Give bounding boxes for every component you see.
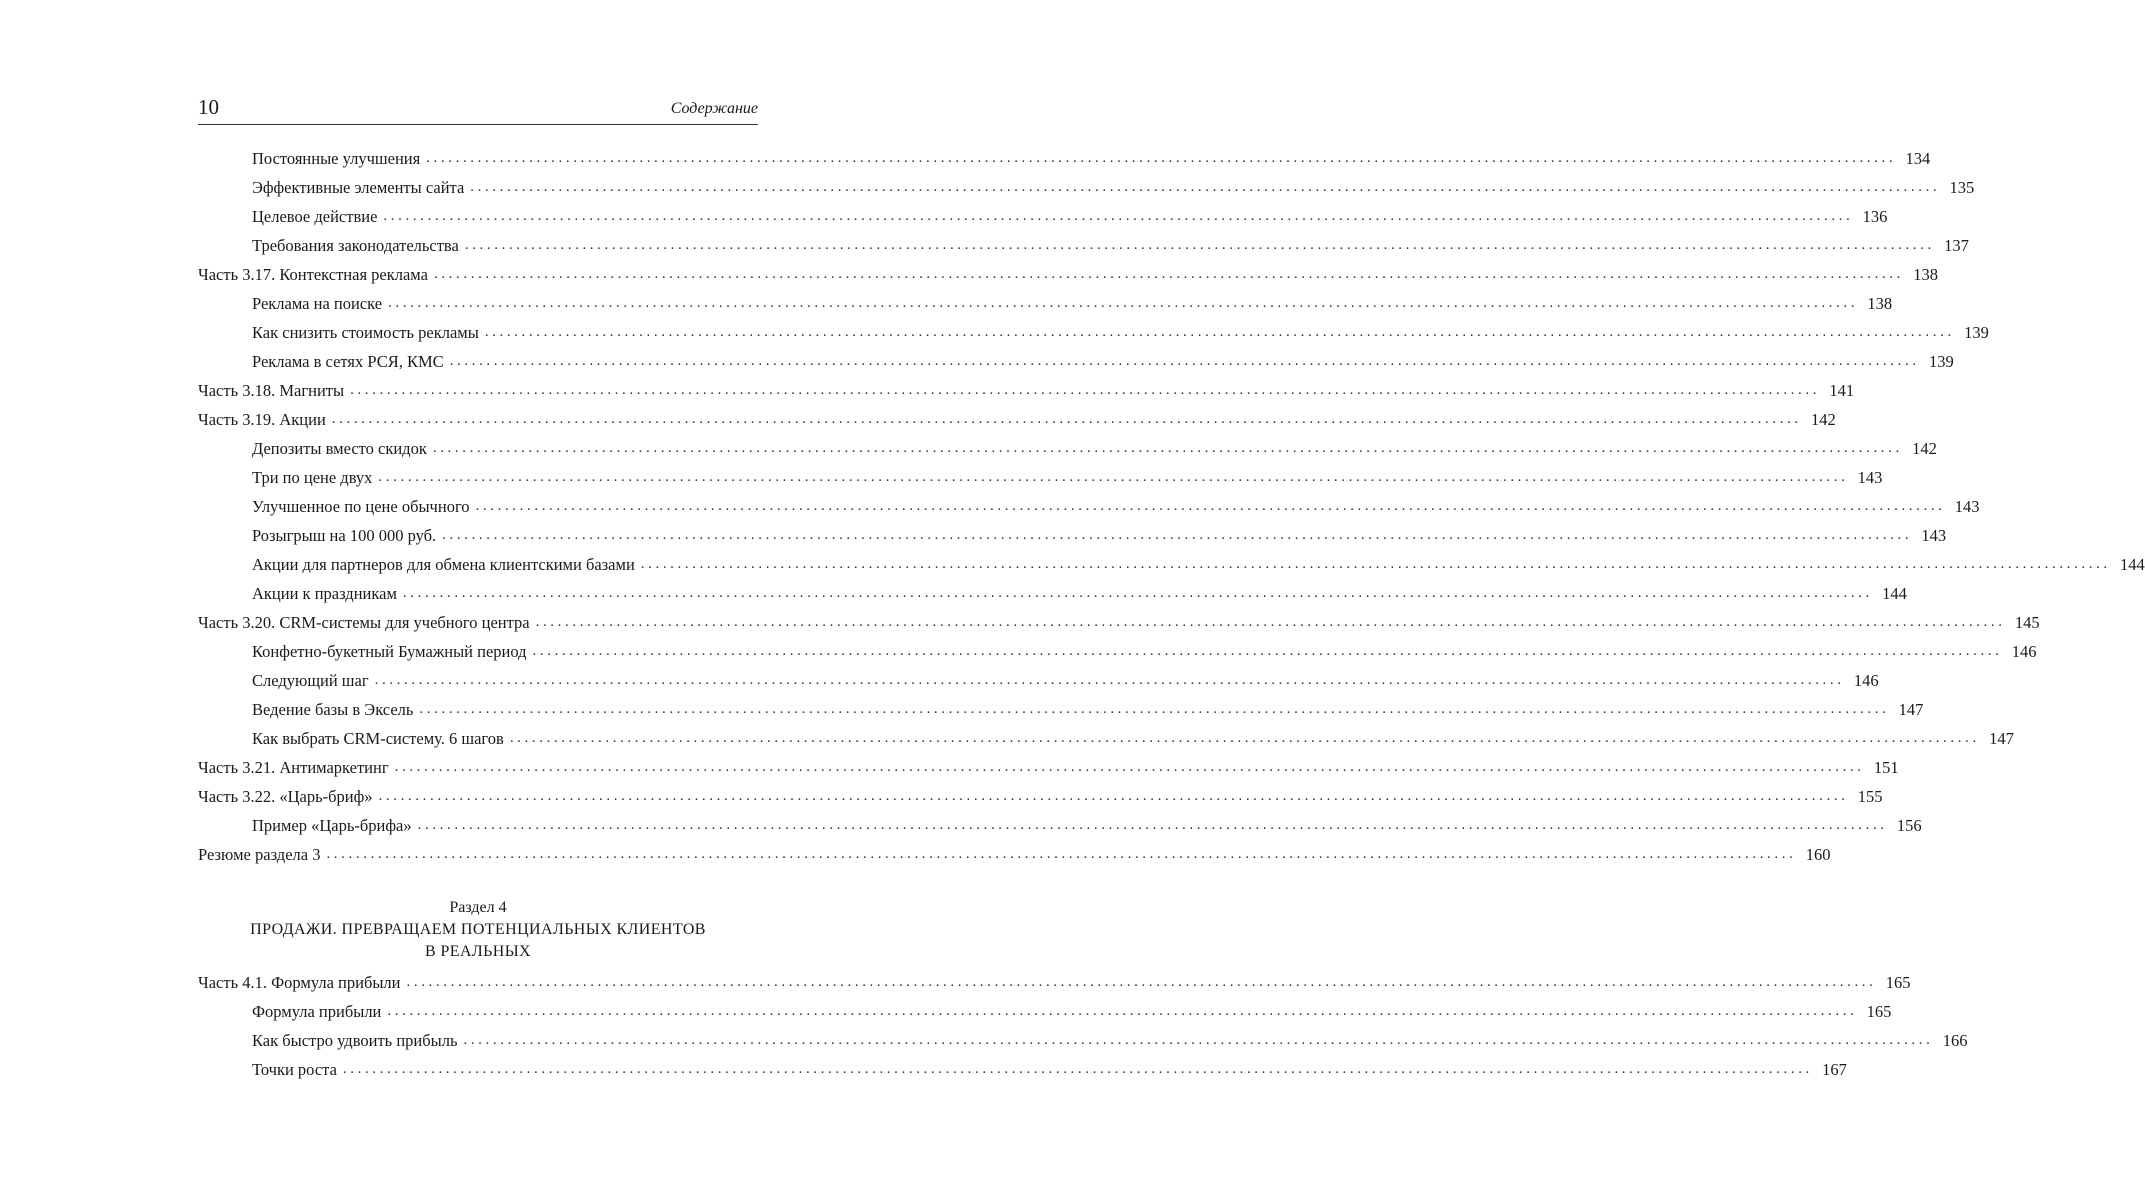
toc-entry-page: 151 [1873,758,1899,777]
toc-entry-page: 145 [2014,613,2040,632]
toc-leader-dots: ........................................................................................................................................................................................................ [532,643,2003,659]
toc-entry-title: Эффективные элементы сайта [252,178,465,197]
toc-entry[interactable] [198,1026,1968,1055]
toc-entry-page: 146 [1853,671,1879,690]
toc-leader-dots: ........................................................................................................................................................................................................ [378,469,1849,485]
toc-entry-title: Часть 3.20. CRM-системы для учебного центра [198,613,530,632]
toc-entry-page: 143 [1921,526,1947,545]
toc-leader-dots: ........................................................................................................................................................................................................ [387,1003,1858,1019]
toc-leader-dots: ........................................................................................................................................................................................................ [378,788,1849,804]
table-of-contents-section-4 [198,968,1968,1084]
toc-entry-title: Реклама на поиске [252,294,383,313]
toc-entry[interactable] [198,968,1911,997]
toc-leader-dots: ........................................................................................................................................................................................................ [432,440,1903,456]
toc-entry[interactable] [198,666,1879,695]
toc-entry-title: Часть 3.17. Контекстная реклама [198,265,428,284]
toc-leader-dots: ........................................................................................................................................................................................................ [475,498,1946,514]
toc-leader-dots: ........................................................................................................................................................................................................ [326,846,1797,862]
toc-entry[interactable] [198,811,1922,840]
toc-entry-page: 142 [1811,410,1836,429]
toc-entry[interactable] [198,376,1855,405]
toc-entry-page: 137 [1944,236,1969,255]
toc-entry-title: Как быстро удвоить прибыль [252,1031,458,1050]
toc-entry-page: 141 [1829,381,1855,400]
toc-entry-page: 160 [1805,845,1831,864]
toc-entry[interactable] [198,318,1989,347]
toc-entry[interactable] [198,782,1883,811]
toc-entry-page: 147 [1989,729,2014,748]
page-header [198,94,758,125]
toc-entry-page: 166 [1942,1031,1968,1050]
toc-entry[interactable] [198,550,2145,579]
section-title-line-1: ПРОДАЖИ. ПРЕВРАЩАЕМ ПОТЕНЦИАЛЬНЫХ КЛИЕНТОВ [250,921,706,938]
toc-entry[interactable] [198,492,1980,521]
toc-entry[interactable] [198,724,2014,753]
toc-leader-dots: ........................................................................................................................................................................................................ [350,382,1821,398]
toc-entry-page: 139 [1964,323,1989,342]
toc-entry[interactable] [198,260,1938,289]
toc-entry-title: Часть 3.21. Антимаркетинг [198,758,389,777]
toc-leader-dots: ........................................................................................................................................................................................................ [640,556,2111,572]
toc-entry[interactable] [198,608,2040,637]
toc-leader-dots: ........................................................................................................................................................................................................ [342,1061,1813,1077]
toc-entry-title: Конфетно-букетный Бумажный период [252,642,527,661]
toc-entry[interactable] [198,173,1975,202]
toc-entry-page: 134 [1905,149,1931,168]
toc-entry[interactable] [198,579,1907,608]
toc-entry-title: Улучшенное по цене обычного [252,497,470,516]
toc-entry-title: Реклама в сетях РСЯ, КМС [252,352,444,371]
toc-entry-page: 155 [1857,787,1883,806]
toc-leader-dots: ........................................................................................................................................................................................................ [449,353,1920,369]
toc-leader-dots: ........................................................................................................................................................................................................ [484,324,1955,340]
toc-entry[interactable] [198,144,1931,173]
toc-entry-page: 144 [1882,584,1907,603]
toc-entry[interactable] [198,405,1836,434]
toc-leader-dots: ........................................................................................................................................................................................................ [406,974,1877,990]
toc-entry-title: Акции для партнеров для обмена клиентскими базами [252,555,635,574]
toc-entry-title: Часть 4.1. Формула прибыли [198,973,401,992]
toc-entry-title: Как выбрать CRM-систему. 6 шагов [252,729,504,748]
section-label: Раздел 4 [449,899,507,916]
toc-leader-dots: ........................................................................................................................................................................................................ [464,237,1935,253]
toc-entry[interactable] [198,753,1899,782]
toc-entry[interactable] [198,463,1883,492]
toc-entry[interactable] [198,434,1937,463]
toc-entry-page: 156 [1896,816,1922,835]
toc-leader-dots: ........................................................................................................................................................................................................ [388,295,1859,311]
toc-leader-dots: ........................................................................................................................................................................................................ [463,1032,1934,1048]
toc-entry-page: 165 [1885,973,1911,992]
toc-entry[interactable] [198,695,1924,724]
page-number: 10 [198,95,219,119]
toc-entry-page: 139 [1928,352,1954,371]
toc-entry-title: Три по цене двух [252,468,373,487]
toc-entry-title: Часть 3.19. Акции [198,410,326,429]
toc-leader-dots: ........................................................................................................................................................................................................ [331,411,1802,427]
toc-entry[interactable] [198,637,2037,666]
toc-entry[interactable] [198,347,1954,376]
toc-entry-page: 144 [2120,555,2145,574]
toc-entry-title: Точки роста [252,1060,337,1079]
toc-entry-page: 167 [1822,1060,1847,1079]
toc-entry-page: 147 [1898,700,1924,719]
toc-entry-page: 142 [1912,439,1937,458]
toc-entry-title: Ведение базы в Эксель [252,700,414,719]
toc-entry[interactable] [198,521,1947,550]
toc-entry-title: Акции к праздникам [252,584,397,603]
toc-entry[interactable] [198,289,1893,318]
toc-entry-title: Депозиты вместо скидок [252,439,427,458]
toc-entry-title: Целевое действие [252,207,378,226]
toc-entry[interactable] [198,997,1892,1026]
toc-leader-dots: ........................................................................................................................................................................................................ [394,759,1865,775]
toc-entry-title: Формула прибыли [252,1002,382,1021]
section-title-line-2: В РЕАЛЬНЫХ [425,943,531,960]
toc-entry-title: Часть 3.22. «Царь-бриф» [198,787,373,806]
table-of-contents [198,144,2145,869]
toc-leader-dots: ........................................................................................................................................................................................................ [509,730,1980,746]
running-title: Содержание [670,100,758,117]
toc-leader-dots: ........................................................................................................................................................................................................ [402,585,1873,601]
toc-entry-title: Розыгрыш на 100 000 руб. [252,526,437,545]
toc-leader-dots: ........................................................................................................................................................................................................ [383,208,1854,224]
toc-entry-title: Требования законодательства [252,236,459,255]
toc-leader-dots: ........................................................................................................................................................................................................ [470,179,1941,195]
toc-entry-page: 138 [1913,265,1938,284]
toc-entry-title: Пример «Царь-брифа» [252,816,412,835]
toc-entry-page: 143 [1954,497,1980,516]
toc-entry-title: Часть 3.18. Магниты [198,381,345,400]
section-heading-block [198,897,758,963]
toc-entry-title: Постоянные улучшения [252,149,421,168]
toc-entry-title: Резюме раздела 3 [198,845,321,864]
toc-leader-dots: ........................................................................................................................................................................................................ [442,527,1913,543]
toc-entry-title: Как снизить стоимость рекламы [252,323,479,342]
toc-leader-dots: ........................................................................................................................................................................................................ [535,614,2006,630]
toc-entry-page: 165 [1866,1002,1892,1021]
toc-entry[interactable] [198,840,1831,869]
toc-leader-dots: ........................................................................................................................................................................................................ [419,701,1890,717]
toc-leader-dots: ........................................................................................................................................................................................................ [417,817,1888,833]
toc-entry-title: Следующий шаг [252,671,369,690]
toc-entry-page: 143 [1857,468,1883,487]
toc-leader-dots: ........................................................................................................................................................................................................ [426,150,1897,166]
toc-entry-page: 136 [1862,207,1888,226]
toc-entry[interactable] [198,1055,1847,1084]
toc-entry-page: 135 [1949,178,1975,197]
toc-entry[interactable] [198,231,1969,260]
toc-entry-page: 138 [1867,294,1893,313]
toc-entry[interactable] [198,202,1888,231]
toc-entry-page: 146 [2011,642,2037,661]
toc-leader-dots: ........................................................................................................................................................................................................ [433,266,1904,282]
toc-leader-dots: ........................................................................................................................................................................................................ [374,672,1845,688]
